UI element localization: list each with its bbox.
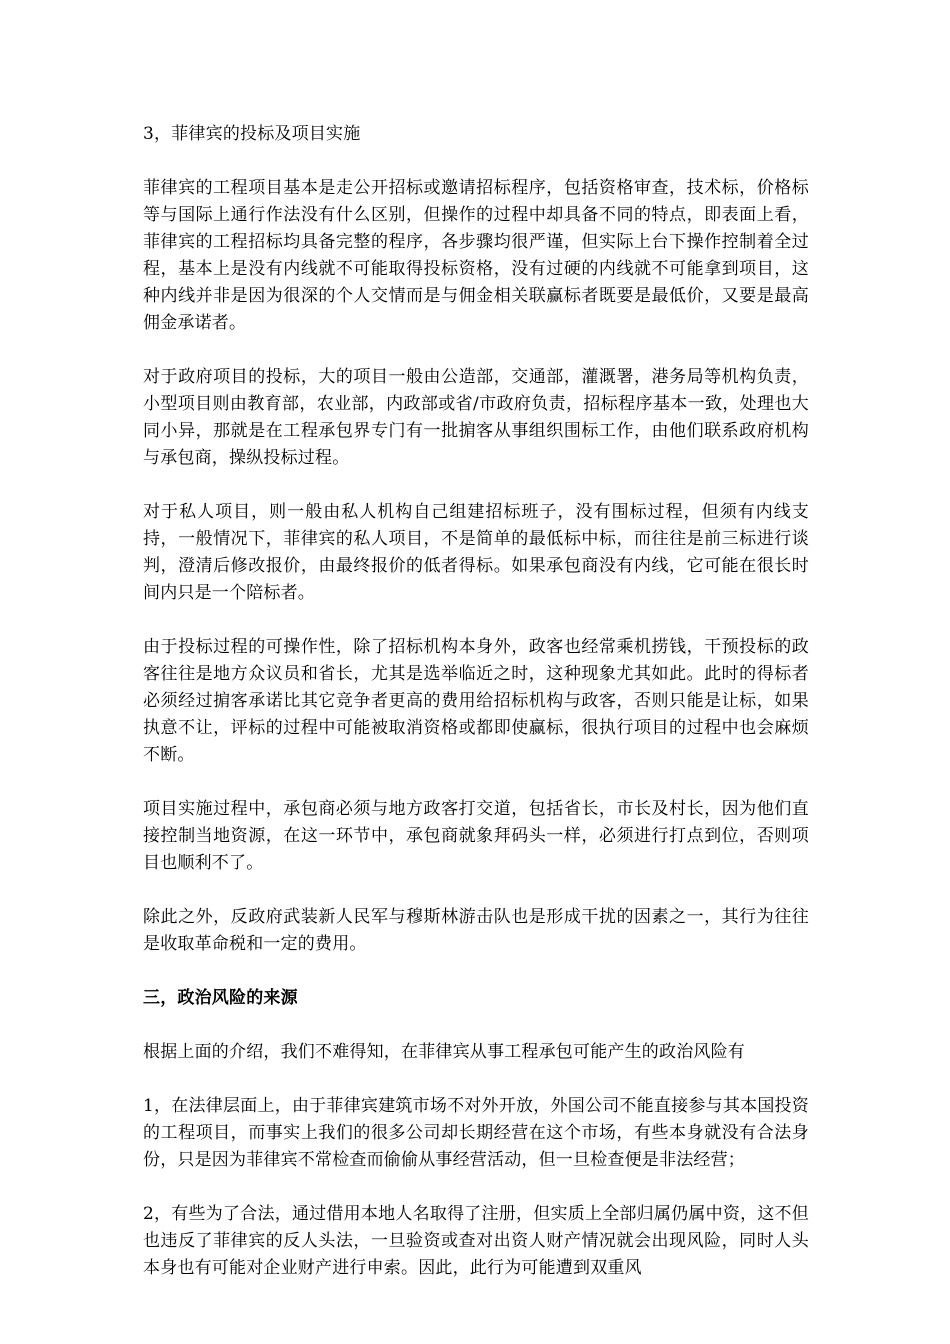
list-item-paragraph: 2，有些为了合法，通过借用本地人名取得了注册，但实质上全部归属仍属中资，这不但也违反了菲律宾的反人头法，一旦验资或查对出资人财产情况就会出现风险，同时人头本身也有可能对企业财产进行申索。因此，此行为可能遭到双重风 <box>143 1204 809 1278</box>
document-body <box>143 121 809 1309</box>
paragraph: 菲律宾的工程项目基本是走公开招标或邀请招标程序，包括资格审查，技术标，价格标等与国际上通行作法没有什么区别，但操作的过程中却具备不同的特点，即表面上看，菲律宾的工程招标均具备完整的程序，各步骤均很严谨，但实际上台下操作控制着全过程，基本上是没有内线就不可能取得投标资格，没有过硬的内线就不可能拿到项目，这种内线并非是因为很深的个人交情而是与佣金相关联赢标者既要是最低价，又要是最高佣金承诺者。 <box>143 178 809 333</box>
paragraph: 项目实施过程中，承包商必须与地方政客打交道，包括省长，市长及村长，因为他们直接控制当地资源，在这一环节中，承包商就象拜码头一样，必须进行打点到位，否则项目也顺利不了。 <box>143 799 809 873</box>
section-heading: 三，政治风险的来源 <box>143 988 298 1008</box>
section-subheading: 3，菲律宾的投标及项目实施 <box>143 124 361 144</box>
paragraph: 对于政府项目的投标，大的项目一般由公造部，交通部，灌溉署，港务局等机构负责，小型项目则由教育部，农业部，内政部或省/市政府负责，招标程序基本一致，处理也大同小异，那就是在工程承包界专门有一批掮客从事组织围标工作，由他们联系政府机构与承包商，操纵投标过程。 <box>143 367 809 468</box>
paragraph: 由于投标过程的可操作性，除了招标机构本身外，政客也经常乘机捞钱，干预投标的政客往往是地方众议员和省长，尤其是选举临近之时，这种现象尤其如此。此时的得标者必须经过掮客承诺比其它竞争者更高的费用给招标机构与政客，否则只能是让标，如果执意不让，评标的过程中可能被取消资格或都即使赢标，很执行项目的过程中也会麻烦不断。 <box>143 637 809 765</box>
paragraph: 根据上面的介绍，我们不难得知，在菲律宾从事工程承包可能产生的政治风险有 <box>143 1042 745 1062</box>
paragraph: 对于私人项目，则一般由私人机构自己组建招标班子，没有围标过程，但须有内线支持，一般情况下，菲律宾的私人项目，不是简单的最低标中标，而往往是前三标进行谈判，澄清后修改报价，由最终报价的低者得标。如果承包商没有内线，它可能在很长时间内只是一个陪标者。 <box>143 502 809 603</box>
list-item-paragraph: 1，在法律层面上，由于菲律宾建筑市场不对外开放，外国公司不能直接参与其本国投资的工程项目，而事实上我们的很多公司却长期经营在这个市场，有些本身就没有合法身份，只是因为菲律宾不常检查而偷偷从事经营活动，但一旦检查便是非法经营； <box>143 1096 809 1170</box>
paragraph: 除此之外，反政府武装新人民军与穆斯林游击队也是形成干扰的因素之一，其行为往往是收取革命税和一定的费用。 <box>143 907 809 954</box>
